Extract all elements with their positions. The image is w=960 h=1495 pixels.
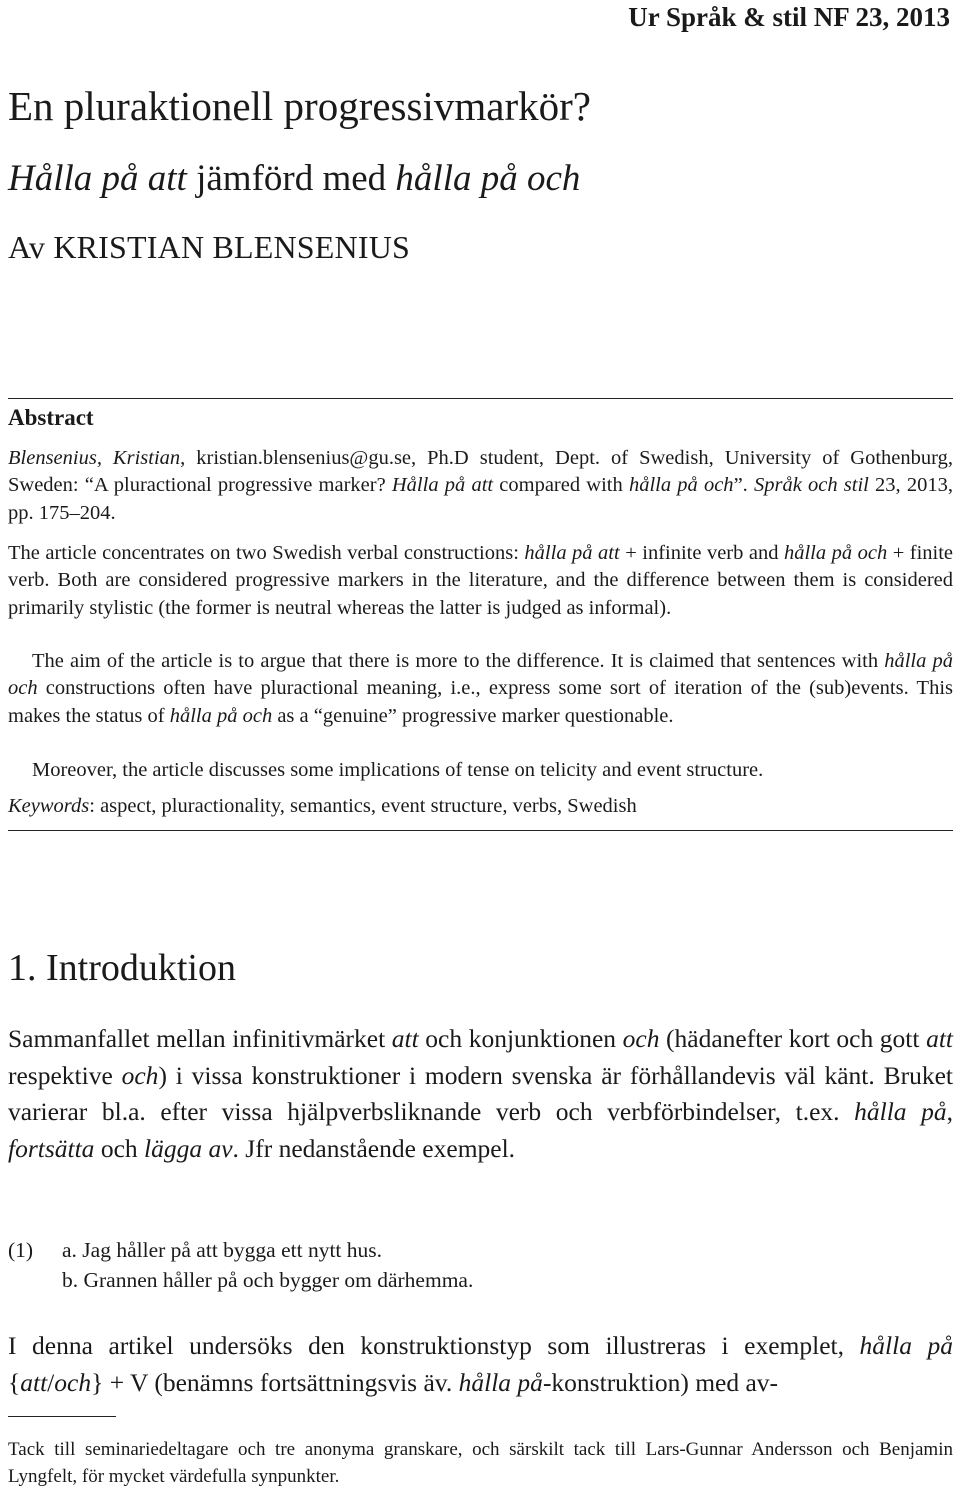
intro-paragraph: Sammanfallet mellan infinitivmärket att och konjunktionen och (hädanefter kort och gott att respektive och) i vissa konstruktioner i modern svenska är förhållandevis väl känt. Bruket varierar bl.a. efter vissa hjälpverbsliknande verb och verbförbindelser, t.ex. hålla på, fortsätta och lägga av. Jfr nedanstående exempel.	[8, 1024, 954, 1163]
example-1b: b. Grannen håller på och bygger om därhemma.	[62, 1268, 474, 1292]
example-1a: a. Jag håller på att bygga ett nytt hus.	[62, 1238, 383, 1262]
article-title: En pluraktionell progressivmarkör?	[8, 83, 591, 129]
example-1	[8, 1235, 473, 1295]
abstract-top-rule	[8, 398, 953, 399]
example-number: (1)	[8, 1238, 34, 1262]
article-author: Av KRISTIAN BLENSENIUS	[8, 229, 411, 265]
abstract-paragraph-3: Moreover, the article discusses some implications of tense on telicity and event structure.	[32, 759, 764, 781]
abstract-bottom-rule	[8, 830, 953, 831]
body-paragraph: I denna artikel undersöks den konstruktionstyp som illustreras i exemplet, hålla på {att/och} + V (benämns fortsättningsvis äv. hålla på-konstruktion) med av-	[8, 1331, 953, 1397]
article-subtitle: Hålla på att jämförd med hålla på och	[8, 158, 581, 199]
abstract-paragraph-1: The article concentrates on two Swedish verbal constructions: hålla på att + infinite verb and hålla på och + finite verb. Both are considered progressive markers in the literature, and the difference between them is considered primarily stylistic (the former is neutral whereas the latter is judged as informal).	[8, 542, 954, 619]
section-heading: 1. Introduktion	[8, 947, 236, 989]
abstract-heading: Abstract	[8, 405, 94, 430]
abstract-keywords: Keywords: aspect, pluractionality, semantics, event structure, verbs, Swedish	[8, 795, 637, 817]
abstract-paragraph-2: The aim of the article is to argue that there is more to the difference. It is claimed that sentences with hålla på och constructions often have pluractional meaning, i.e., express some sort of iteration of the (sub)events. This makes the status of hålla på och as a “genuine” progressive marker questionable.	[8, 650, 953, 727]
footnote: Tack till seminariedeltagare och tre anonyma granskare, och särskilt tack till Lars-Gunnar Andersson och Benjamin Lyngfelt, för mycket värdefulla synpunkter.	[8, 1439, 953, 1487]
journal-header: Ur Språk & stil NF 23, 2013	[628, 2, 950, 32]
abstract-citation: Blensenius, Kristian, kristian.blensenius@gu.se, Ph.D student, Dept. of Swedish, University of Gothenburg, Sweden: “A pluractional progressive marker? Hålla på att compared with hålla på och”. Språk och stil 23, 2013, pp. 175–204.	[8, 447, 953, 524]
footnote-rule	[8, 1416, 116, 1417]
